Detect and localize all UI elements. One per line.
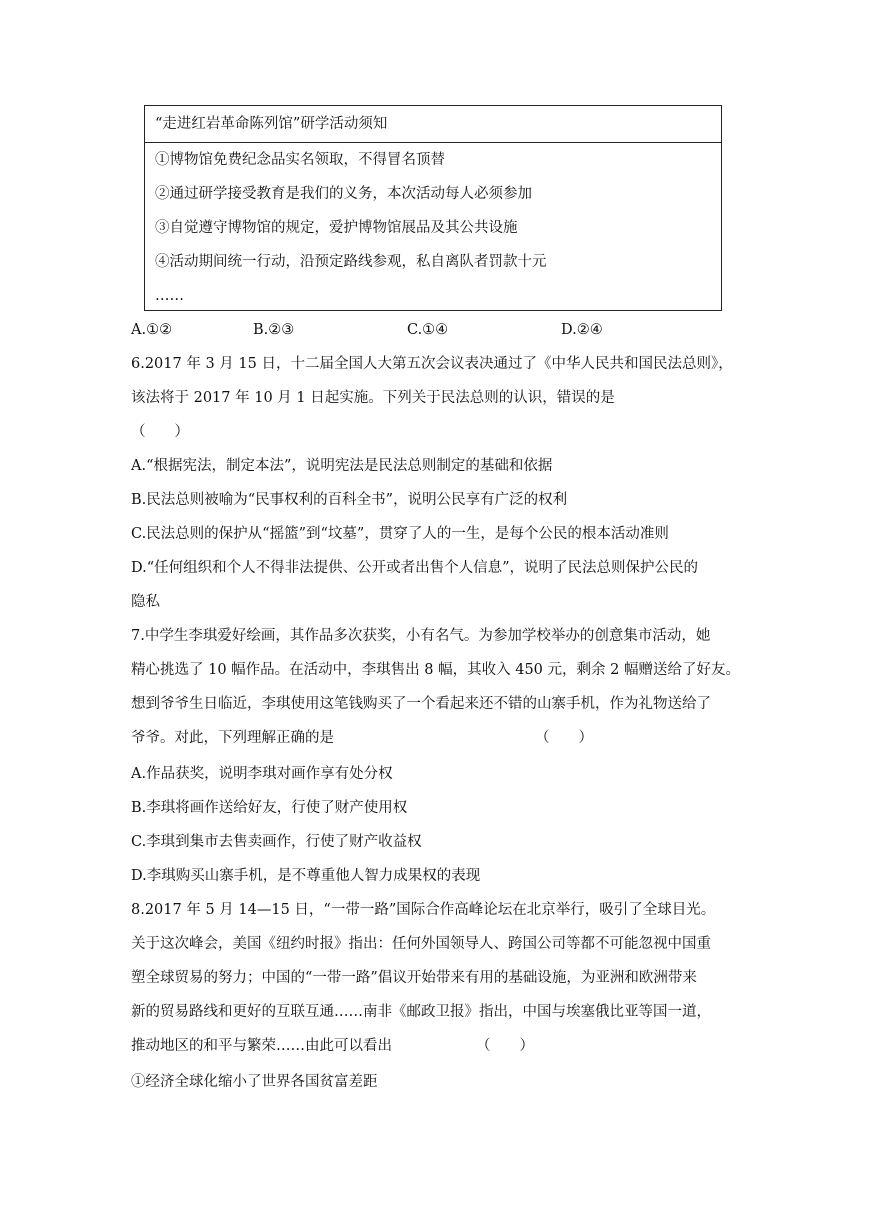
q8-answer-blank: （ ）	[476, 1038, 534, 1054]
q6-stem-line: 该法将于 2017 年 10 月 1 日起实施。下列关于民法总则的认识，错误的是	[131, 390, 615, 406]
q7-option-c: C.李琪到集市去售卖画作，行使了财产收益权	[131, 834, 422, 850]
q8-stem-line: 新的贸易路线和更好的互联互通……南非《邮政卫报》指出，中国与埃塞俄比亚等国一道，	[131, 1004, 711, 1020]
q7-answer-blank: （ ）	[535, 730, 593, 746]
q5-option-b: B.②③	[253, 322, 295, 338]
notice-item: ……	[155, 288, 184, 304]
q7-stem-line: 7.中学生李琪爱好绘画，其作品多次获奖，小有名气。为参加学校举办的创意集市活动，她	[131, 628, 711, 644]
notice-item: ③自觉遵守博物馆的规定，爱护博物馆展品及其公共设施	[155, 220, 518, 236]
q6-option-d: D.“任何组织和个人不得非法提供、公开或者出售个人信息”，说明了民法总则保护公民的	[131, 560, 699, 576]
notice-item: ②通过研学接受教育是我们的义务，本次活动每人必须参加	[155, 186, 532, 202]
q7-stem-line: 爷爷。对此，下列理解正确的是	[131, 730, 334, 746]
q8-option-1: ①经济全球化缩小了世界各国贫富差距	[131, 1074, 378, 1090]
q7-option-b: B.李琪将画作送给好友，行使了财产使用权	[131, 800, 408, 816]
q7-option-a: A.作品获奖，说明李琪对画作享有处分权	[131, 766, 393, 782]
notice-item: ①博物馆免费纪念品实名领取，不得冒名顶替	[155, 152, 445, 168]
q6-stem-line: 6.2017 年 3 月 15 日，十二届全国人大第五次会议表决通过了《中华人民共和国民法总则》，	[131, 356, 733, 372]
q7-stem-line: 精心挑选了 10 幅作品。在活动中，李琪售出 8 幅，其收入 450 元，剩余 2 幅赠送给了好友。	[131, 662, 740, 678]
q7-stem-line: 想到爷爷生日临近，李琪使用这笔钱购买了一个看起来还不错的山寨手机，作为礼物送给了	[131, 696, 711, 712]
q8-stem-line: 关于这次峰会，美国《纽约时报》指出：任何外国领导人、跨国公司等都不可能忽视中国重	[131, 936, 711, 952]
q5-option-a: A.①②	[131, 322, 173, 338]
q6-option-d-cont: 隐私	[131, 594, 160, 610]
q8-stem-line: 塑全球贸易的努力；中国的“一带一路”倡议开始带来有用的基础设施，为亚洲和欧洲带来	[131, 970, 697, 986]
q5-option-d: D.②④	[561, 322, 603, 338]
q8-stem-line: 8.2017 年 5 月 14—15 日，“一带一路”国际合作高峰论坛在北京举行，吸引了全球目光。	[131, 902, 716, 918]
q6-option-c: C.民法总则的保护从“摇篮”到“坟墓”，贯穿了人的一生，是每个公民的根本活动准则	[131, 526, 669, 542]
q5-option-c: C.①④	[407, 322, 449, 338]
q7-option-d: D.李琪购买山寨手机，是不尊重他人智力成果权的表现	[131, 868, 481, 884]
q6-answer-blank: （ ）	[131, 424, 189, 440]
notice-title: “走进红岩革命陈列馆”研学活动须知	[145, 106, 721, 143]
q6-option-a: A.“根据宪法，制定本法”，说明宪法是民法总则制定的基础和依据	[131, 458, 553, 474]
q8-stem-line: 推动地区的和平与繁荣……由此可以看出	[131, 1038, 392, 1054]
q6-option-b: B.民法总则被喻为“民事权利的百科全书”，说明公民享有广泛的权利	[131, 492, 568, 508]
notice-item: ④活动期间统一行动，沿预定路线参观，私自离队者罚款十元	[155, 254, 547, 270]
notice-box	[144, 105, 722, 311]
q5-options	[131, 318, 751, 342]
